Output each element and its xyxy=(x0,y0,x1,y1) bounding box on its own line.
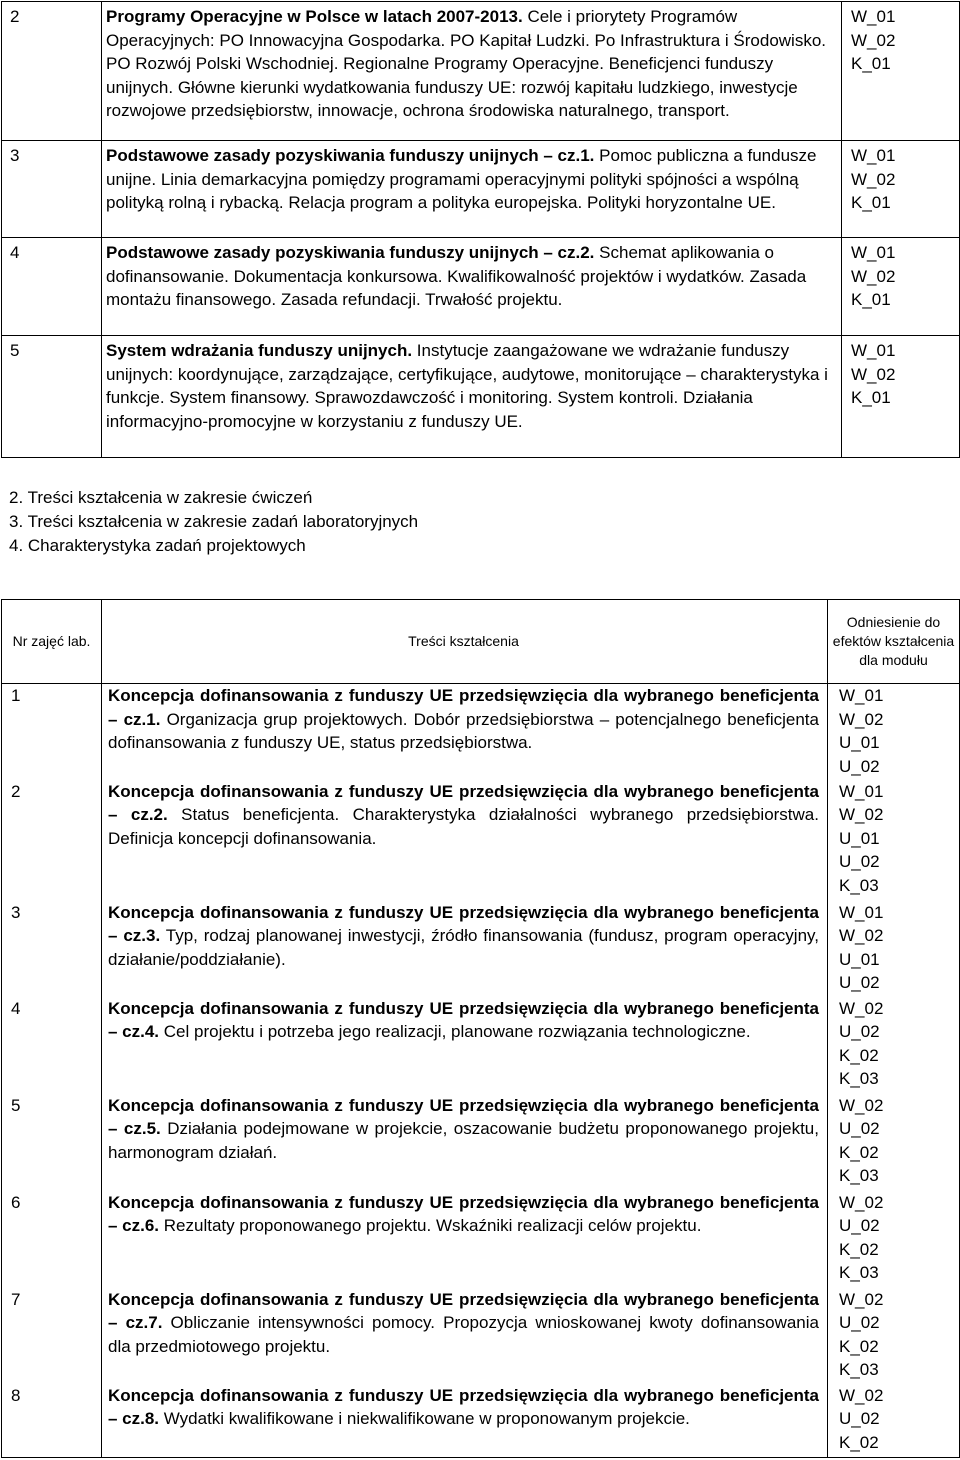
row-refs xyxy=(842,238,960,336)
row-text: Rezultaty proponowanego projektu. Wskaźniki realizacji celów projektu. xyxy=(159,1216,702,1235)
row-text: Wydatki kwalifikowane i niekwalifikowane w proponowanym projekcie. xyxy=(159,1409,690,1428)
ref-code: W_02 xyxy=(839,709,884,729)
row-refs xyxy=(828,997,960,1094)
table-row xyxy=(2,901,960,997)
row-text: Cele i priorytety Programów Operacyjnych: PO Innowacyjna Gospodarka. PO Kapitał Ludzki. Po Infrastruktura i Środowisko. PO Rozwój Polski Wschodniej. Regionalne Programy Operacyjne. Beneficjenci funduszy unijnych. Główne kierunki wydatkowania funduszy UE: rozwój kapitału ludzkiego, inwestycje rozwojowe przedsiębiorstw, innowacje, ochrona środowiska naturalnego, transport. xyxy=(106,7,827,120)
row-title: Koncepcja dofinansowania z funduszy UE przedsięwzięcia dla wybranego beneficjenta – cz.7. xyxy=(108,1289,819,1332)
row-title: Podstawowe zasady pozyskiwania funduszy unijnych – cz.1. xyxy=(106,146,595,165)
row-number: 1 xyxy=(2,684,102,780)
ref-code: K_03 xyxy=(839,875,879,895)
ref-code: W_02 xyxy=(839,1192,884,1212)
row-number: 4 xyxy=(2,997,102,1094)
row-title: Koncepcja dofinansowania z funduszy UE przedsięwzięcia dla wybranego beneficjenta – cz.4. xyxy=(108,998,819,1041)
section-heading: 3. Treści kształcenia w zakresie zadań laboratoryjnych xyxy=(9,512,419,531)
section-heading: 2. Treści kształcenia w zakresie ćwiczeń xyxy=(9,488,313,507)
row-number: 3 xyxy=(2,141,102,238)
table-row xyxy=(2,780,960,901)
row-content xyxy=(102,997,828,1094)
row-text: Działania podejmowane w projekcie, oszacowanie budżetu proponowanego projektu, harmonogram działań. xyxy=(108,1119,819,1162)
row-text: Pomoc publiczna a fundusze unijne. Linia demarkacyjna pomiędzy programami operacyjnymi polityki spójności a wspólną polityką rolną i rybacką. Relacja program a polityka europejska. Polityki horyzontalne UE. xyxy=(106,146,817,212)
ref-code: W_02 xyxy=(839,998,884,1018)
row-number: 5 xyxy=(2,336,102,458)
ref-code: W_02 xyxy=(851,169,896,189)
program-content-table xyxy=(1,1,960,458)
row-number: 5 xyxy=(2,1094,102,1191)
ref-code: K_01 xyxy=(851,290,891,309)
ref-code: U_02 xyxy=(839,1216,880,1235)
row-content xyxy=(102,2,842,141)
ref-code: U_02 xyxy=(839,973,880,992)
ref-code: U_02 xyxy=(839,1313,880,1332)
ref-code: K_02 xyxy=(839,1045,879,1065)
row-content xyxy=(102,901,828,997)
table-row xyxy=(2,336,960,458)
header-lab-number: Nr zajęć lab. xyxy=(2,600,102,684)
ref-code: U_01 xyxy=(839,828,880,848)
row-title: Koncepcja dofinansowania z funduszy UE przedsięwzięcia dla wybranego beneficjenta – cz.3. xyxy=(108,902,819,945)
row-content xyxy=(102,1384,828,1458)
row-number: 4 xyxy=(2,238,102,336)
row-refs xyxy=(842,141,960,238)
row-refs xyxy=(828,780,960,901)
row-text: Status beneficjenta. Charakterystyka działalności wybranego przedsiębiorstwa. Definicja koncepcji dofinansowania. xyxy=(108,805,819,848)
ref-code: W_01 xyxy=(839,686,884,705)
ref-code: U_02 xyxy=(839,1119,880,1138)
row-number: 8 xyxy=(2,1384,102,1458)
ref-code: W_02 xyxy=(851,364,896,384)
ref-code: W_01 xyxy=(839,781,884,801)
ref-code: K_03 xyxy=(839,1360,879,1379)
row-content xyxy=(102,238,842,336)
ref-code: W_02 xyxy=(839,1385,884,1405)
ref-code: K_02 xyxy=(839,1239,879,1259)
row-text: Obliczanie intensywności pomocy. Propozycja wnioskowanej kwoty dofinansowania dla przedmiotowego projektu. xyxy=(108,1313,819,1356)
table-row xyxy=(2,1094,960,1191)
table-header-row xyxy=(2,600,960,684)
row-number: 3 xyxy=(2,901,102,997)
section-heading: 4. Charakterystyka zadań projektowych xyxy=(9,536,306,555)
row-content xyxy=(102,141,842,238)
header-refs: Odniesienie do efektów kształcenia dla modułu xyxy=(828,600,960,684)
row-title: System wdrażania funduszy unijnych. xyxy=(106,341,413,360)
row-title: Koncepcja dofinansowania z funduszy UE przedsięwzięcia dla wybranego beneficjenta – cz.2. xyxy=(108,781,819,824)
row-title: Podstawowe zasady pozyskiwania funduszy unijnych – cz.2. xyxy=(106,243,595,262)
table-row xyxy=(2,141,960,238)
section-list xyxy=(9,486,418,558)
table-row xyxy=(2,684,960,780)
row-title: Koncepcja dofinansowania z funduszy UE przedsięwzięcia dla wybranego beneficjenta – cz.1. xyxy=(108,686,819,729)
ref-code: K_03 xyxy=(839,1166,879,1185)
row-content xyxy=(102,780,828,901)
ref-code: U_02 xyxy=(839,756,880,776)
ref-code: W_01 xyxy=(851,243,896,262)
ref-code: W_02 xyxy=(839,1289,884,1309)
row-text: Organizacja grup projektowych. Dobór przedsiębiorstwa – potencjalnego beneficjenta dofinansowania z funduszy UE, status przedsiębiorstwa. xyxy=(108,709,819,752)
ref-code: K_01 xyxy=(851,54,891,73)
header-content: Treści kształcenia xyxy=(102,600,828,684)
row-number: 2 xyxy=(2,2,102,141)
ref-code: U_02 xyxy=(839,1409,880,1428)
row-text: Cel projektu i potrzeba jego realizacji, planowane rozwiązania technologiczne. xyxy=(159,1022,751,1041)
ref-code: W_01 xyxy=(851,7,896,26)
row-title: Koncepcja dofinansowania z funduszy UE przedsięwzięcia dla wybranego beneficjenta – cz.5. xyxy=(108,1095,819,1138)
row-content xyxy=(102,1191,828,1288)
ref-code: K_01 xyxy=(851,193,891,212)
row-title: Koncepcja dofinansowania z funduszy UE przedsięwzięcia dla wybranego beneficjenta – cz.8. xyxy=(108,1385,819,1428)
ref-code: U_02 xyxy=(839,1022,880,1041)
table-row xyxy=(2,238,960,336)
table-row xyxy=(2,1288,960,1384)
lab-content-table xyxy=(1,599,960,1458)
row-refs xyxy=(842,336,960,458)
ref-code: W_01 xyxy=(851,341,896,360)
row-text: Schemat aplikowania o dofinansowanie. Dokumentacja konkursowa. Kwalifikowalność projektów i wydatków. Zasada montażu finansowego. Zasada refundacji. Trwałość projektu. xyxy=(106,243,807,309)
row-refs xyxy=(828,684,960,780)
table-row xyxy=(2,2,960,141)
row-refs xyxy=(828,1288,960,1384)
ref-code: K_02 xyxy=(839,1142,879,1162)
ref-code: K_02 xyxy=(839,1336,879,1356)
ref-code: W_01 xyxy=(851,146,896,165)
table-row xyxy=(2,1191,960,1288)
row-refs xyxy=(828,1094,960,1191)
row-refs xyxy=(828,1191,960,1288)
ref-code: U_01 xyxy=(839,949,880,969)
row-content xyxy=(102,684,828,780)
ref-code: K_02 xyxy=(839,1432,879,1452)
row-number: 7 xyxy=(2,1288,102,1384)
row-title: Koncepcja dofinansowania z funduszy UE przedsięwzięcia dla wybranego beneficjenta – cz.6. xyxy=(108,1192,819,1235)
ref-code: K_03 xyxy=(839,1263,879,1282)
ref-code: U_01 xyxy=(839,733,880,752)
ref-code: U_02 xyxy=(839,852,880,871)
ref-code: K_01 xyxy=(851,388,891,407)
row-title: Programy Operacyjne w Polsce w latach 2007-2013. xyxy=(106,7,523,26)
ref-code: W_02 xyxy=(851,30,896,50)
row-content xyxy=(102,1094,828,1191)
row-number: 2 xyxy=(2,780,102,901)
row-text: Instytucje zaangażowane we wdrażanie funduszy unijnych: koordynujące, zarządzające, certyfikujące, audytowe, monitorujące – charakterystyka i funkcje. System finansowy. Sprawozdawczość i monitoring. System kontroli. Działania informacyjno-promocyjne w korzystaniu z funduszy UE. xyxy=(106,341,828,431)
row-content xyxy=(102,1288,828,1384)
ref-code: W_01 xyxy=(839,902,884,922)
ref-code: K_03 xyxy=(839,1069,879,1088)
ref-code: W_02 xyxy=(839,926,884,945)
table-row xyxy=(2,1384,960,1458)
row-refs xyxy=(842,2,960,141)
row-text: Typ, rodzaj planowanej inwestycji, źródło finansowania (fundusz, program operacyjny, działanie/poddziałanie). xyxy=(108,926,819,969)
ref-code: W_02 xyxy=(851,266,896,286)
row-content xyxy=(102,336,842,458)
row-number: 6 xyxy=(2,1191,102,1288)
ref-code: W_02 xyxy=(839,805,884,824)
row-refs xyxy=(828,901,960,997)
row-refs xyxy=(828,1384,960,1458)
table-row xyxy=(2,997,960,1094)
ref-code: W_02 xyxy=(839,1095,884,1115)
